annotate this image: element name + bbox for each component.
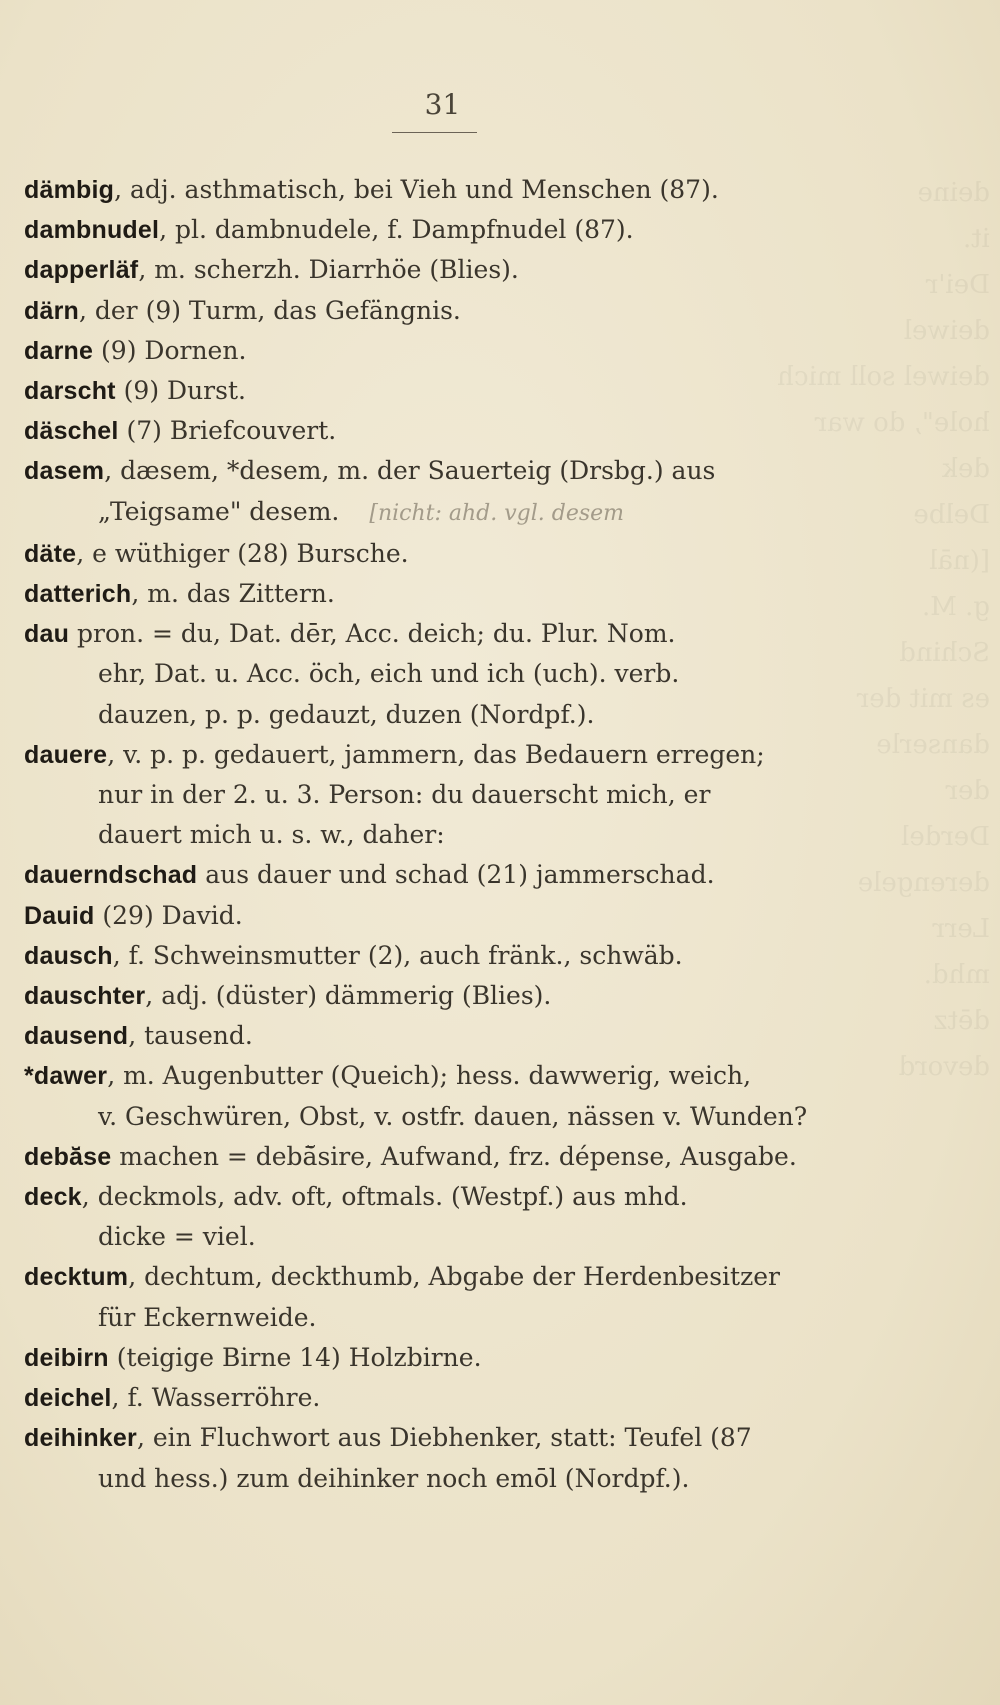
entry-text: (7) Briefcouvert. [118, 416, 337, 446]
entry-text: (29) David. [94, 900, 243, 930]
entry-continuation-line [24, 815, 864, 855]
headword: dausend [24, 1022, 129, 1051]
headword: deibirn [24, 1343, 109, 1372]
headword: dausch [24, 941, 113, 970]
bleed-line: Derdel [900, 822, 990, 852]
entry-line [24, 1378, 864, 1418]
bleed-line: dētz [933, 1006, 990, 1036]
headword: decktum [24, 1263, 129, 1292]
bleed-line: derengele [857, 868, 990, 898]
entry-line [24, 976, 864, 1016]
entry-text: , v. p. p. gedauert, jammern, das Bedauern erregen; [107, 739, 765, 769]
bleed-line: deiwel soll mich hole", do war [777, 362, 990, 438]
entry-line [24, 735, 864, 775]
entry-text: , m. scherzh. Diarrhöe (Blies). [138, 255, 519, 285]
entry-line [24, 451, 864, 491]
headword: däschel [24, 417, 119, 446]
bleed-line: es mit der [856, 684, 990, 714]
entry-text: , tausend. [128, 1021, 253, 1051]
entry-text: für Eckernweide. [98, 1302, 317, 1332]
headword: dauere [24, 740, 108, 769]
entry-text: , adj. (düster) dämmerig (Blies). [145, 981, 552, 1011]
entry-line [24, 411, 864, 451]
headword: därn [24, 296, 79, 325]
headword: *dawer [24, 1062, 108, 1091]
entry-text: , ein Fluchwort aus Diebhenker, statt: Teufel (87 [136, 1423, 752, 1453]
entry-text: , e wüthiger (28) Bursche. [76, 538, 409, 568]
headword: dapperläf [24, 256, 139, 285]
headword: dämbig [24, 176, 115, 204]
entry-text: pron. = du, Dat. dēr, Acc. deich; du. Plur. Nom. [69, 619, 676, 649]
entry-line [24, 331, 864, 371]
bleed-line: der [945, 776, 990, 806]
entry-line [24, 1016, 864, 1056]
headword: däte [24, 539, 77, 568]
headword: Dauid [24, 901, 95, 930]
entry-line [24, 1418, 864, 1458]
entry-text: , der (9) Turm, das Gefängnis. [78, 295, 461, 325]
entry-text: , deckmols, adv. oft, oftmals. (Westpf.) aus mhd. [81, 1182, 688, 1212]
bleed-line: mhd. [923, 960, 990, 990]
entry-text: , f. Wasserröhre. [111, 1383, 321, 1413]
entry-text: dicke = viel. [98, 1222, 256, 1252]
headword: dambnudel [24, 216, 160, 245]
entry-line [24, 1177, 864, 1217]
bleed-line: it. [962, 224, 990, 254]
entry-line [24, 1257, 864, 1297]
entry-line [24, 534, 864, 574]
entry-continuation-line [24, 1298, 864, 1338]
headword: deichel [24, 1384, 112, 1413]
headword: dauschter [24, 982, 146, 1011]
entry-line [24, 371, 864, 411]
headword: dauerndschad [24, 861, 198, 890]
entry-continuation-line [24, 1459, 864, 1499]
entry-text: v. Geschwüren, Obst, v. ostfr. dauen, nässen v. Wunden? [98, 1101, 808, 1131]
entry-text: , dechtum, deckthumb, Abgabe der Herdenbesitzer [128, 1262, 781, 1292]
bleed-line: devord [898, 1052, 990, 1082]
bleed-line: [(nāl [929, 546, 990, 576]
headword: datterich [24, 580, 132, 609]
headword: debā̆se [24, 1142, 112, 1171]
entry-text: dauzen, p. p. gedauzt, duzen (Nordpf.). [98, 699, 595, 729]
entry-line [24, 896, 864, 936]
headword: darne [24, 336, 94, 365]
entry-text: , m. Augenbutter (Queich); hess. dawwerig, weich, [107, 1061, 752, 1091]
entry-text: , pl. dambnudele, f. Dampfnudel (87). [159, 215, 634, 245]
entry-continuation-line [24, 695, 864, 735]
entry-line [24, 1137, 864, 1177]
entry-continuation-line [24, 654, 864, 694]
entry-text: , dæsem, *desem, m. der Sauerteig (Drsbg.) aus [104, 456, 716, 486]
entry-text: (teigige Birne 14) Holzbirne. [108, 1342, 482, 1372]
entry-continuation-line [24, 1217, 864, 1257]
page-number: 31 [424, 88, 461, 121]
headword: dasem [24, 457, 105, 486]
entry-continuation-line [24, 492, 864, 534]
entry-text: , adj. asthmatisch, bei Vieh und Menschen (87). [114, 175, 719, 204]
entry-line [24, 170, 864, 210]
entry-line [24, 1056, 864, 1096]
entry-line [24, 291, 864, 331]
headword: dau [24, 620, 70, 649]
headword: deck [24, 1183, 82, 1212]
entry-line [24, 936, 864, 976]
entry-continuation-line [24, 775, 864, 815]
entry-line [24, 855, 864, 895]
entry-line [24, 250, 864, 290]
bleed-line: Schind [899, 638, 990, 668]
entry-continuation-line [24, 1097, 864, 1137]
entry-text: , m. das Zittern. [131, 579, 335, 609]
entry-text: , f. Schweinsmutter (2), auch fränk., schwäb. [112, 940, 683, 970]
headword: darscht [24, 377, 116, 406]
bleed-line: deiwel [903, 316, 990, 346]
bleed-line: Dei'r [925, 270, 990, 300]
entry-text: machen = debā̆sire, Aufwand, frz. dépense, Ausgabe. [111, 1141, 797, 1171]
header-rule [392, 132, 477, 133]
entry-text: dauert mich u. s. w., daher: [98, 820, 445, 850]
entry-text: „Teigsame" desem. [98, 496, 340, 526]
entry-text: nur in der 2. u. 3. Person: du dauerscht mich, er [98, 780, 711, 810]
bleed-line: g. M. [921, 592, 990, 622]
entry-text: ehr, Dat. u. Acc. öch, eich und ich (uch). verb. [98, 659, 680, 689]
entry-text: (9) Dornen. [93, 335, 247, 365]
bleed-line: Delbe [913, 500, 990, 530]
entry-text: aus dauer und schad (21) jammerschad. [197, 860, 715, 890]
pencil-annotation: [nicht: ahd. vgl. desem [369, 500, 625, 526]
dictionary-entries [24, 170, 864, 1499]
entry-text: und hess.) zum deihinker noch emōl (Nordpf.). [98, 1463, 690, 1493]
entry-line [24, 210, 864, 250]
bleed-line: Lerr [932, 914, 990, 944]
entry-line [24, 614, 864, 654]
bleed-line: danserle [876, 730, 990, 760]
headword: deihinker [24, 1424, 137, 1453]
entry-line [24, 574, 864, 614]
entry-line [24, 1338, 864, 1378]
bleed-line: deine [917, 178, 990, 208]
bleed-line: dek [942, 454, 990, 484]
entry-text: (9) Durst. [115, 376, 246, 406]
